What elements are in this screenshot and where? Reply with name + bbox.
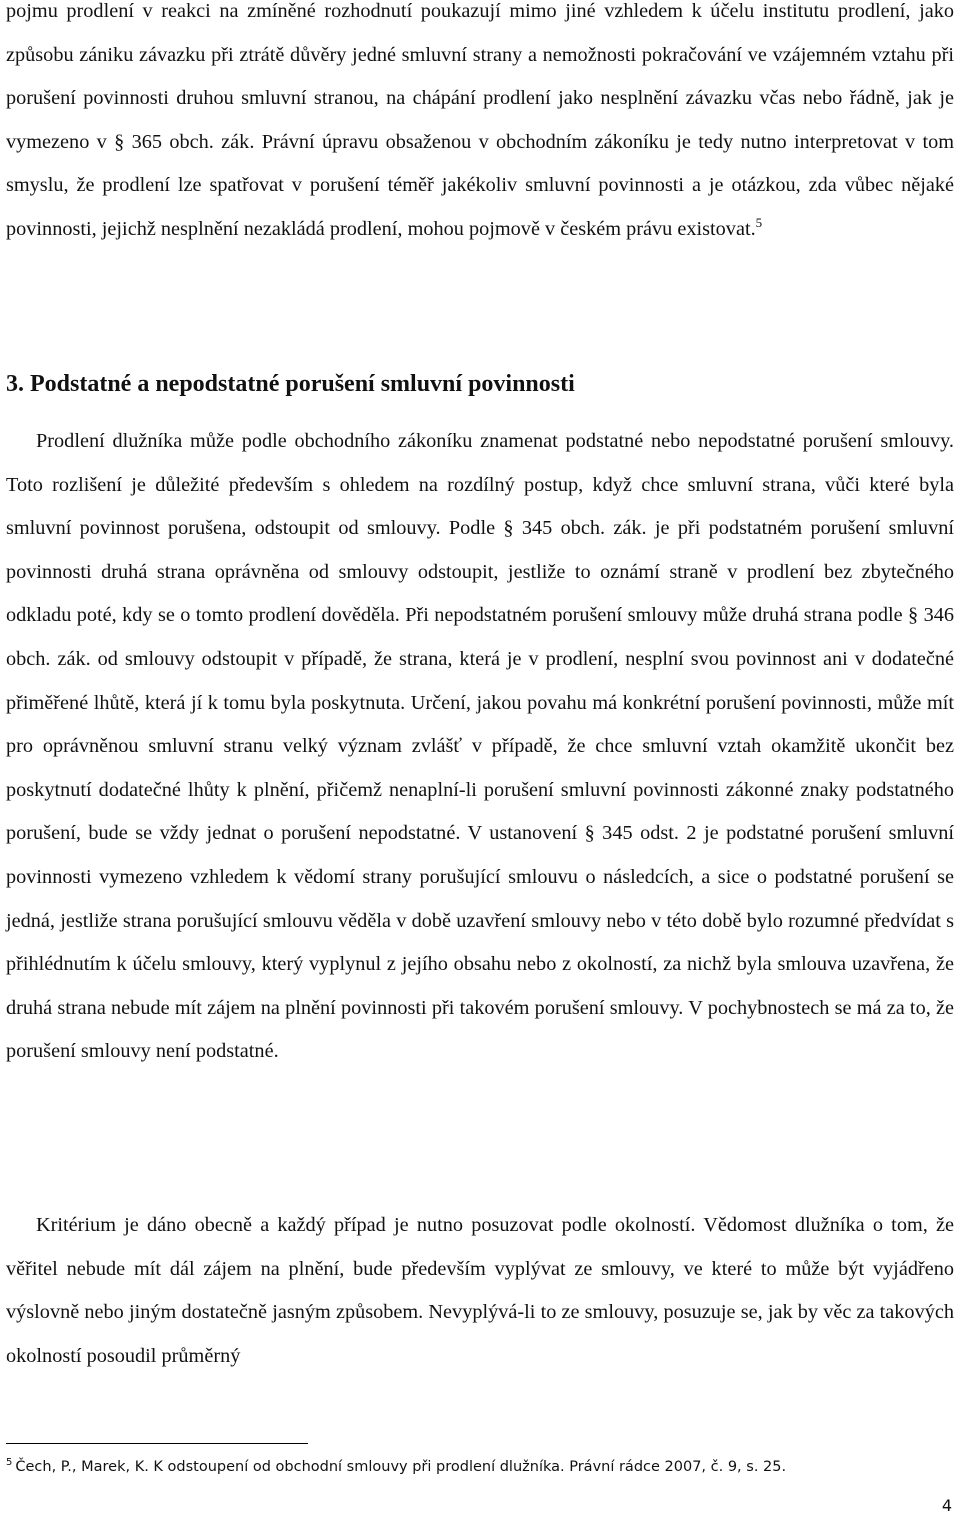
- page-number: 4: [941, 1496, 952, 1515]
- footnote-text: Čech, P., Marek, K. K odstoupení od obchodní smlouvy při prodlení dlužníka. Právní rádce 2007, č. 9, s. 25.: [15, 1459, 787, 1475]
- paragraph-text: pojmu prodlení v reakci na zmíněné rozhodnutí poukazují mimo jiné vzhledem k účelu institutu prodlení, jako způsobu zániku závazku při ztrátě důvěry jedné smluvní strany a nemožnosti pokračování ve vzájemném vztahu při porušení povinnosti druhou smluvní stranou, na chápání prodlení jako nesplnění závazku včas nebo řádně, jak je vymezeno v § 365 obch. zák. Právní úpravu obsaženou v obchodním zákoníku je tedy nutno interpretovat v tom smyslu, že prodlení lze spatřovat v porušení téměř jakékoliv smluvní povinnosti a je otázkou, zda vůbec nějaké povinnosti, jejichž nesplnění nezakládá prodlení, mohou pojmově v českém právu existovat.: [6, 0, 954, 240]
- section-heading: 3. Podstatné a nepodstatné porušení smluvní povinnosti: [6, 371, 575, 397]
- footnote-reference[interactable]: 5: [755, 214, 763, 230]
- paragraph-podstatne-porušeni: Prodlení dlužníka může podle obchodního zákoníku znamenat podstatné nebo nepodstatné porušení smlouvy. Toto rozlišení je důležité především s ohledem na rozdílný postup, když chce smluvní strana, vůči které byla smluvní povinnost porušena, odstoupit od smlouvy. Podle § 345 obch. zák. je při podstatném porušení smluvní povinnosti druhá strana oprávněna od smlouvy odstoupit, jestliže to oznámí straně v prodlení bez zbytečného odkladu poté, kdy se o tomto prodlení dověděla. Při nepodstatném porušení smlouvy může druhá strana podle § 346 obch. zák. od smlouvy odstoupit v případě, že strana, která je v prodlení, nesplní svou povinnost ani v dodatečné přiměřené lhůtě, která jí k tomu byla poskytnuta. Určení, jakou povahu má konkrétní porušení povinnosti, může mít pro oprávněnou smluvní stranu velký význam zvlášť v případě, že chce smluvní vztah okamžitě ukončit bez poskytnutí dodatečné lhůty k plnění, přičemž nenaplní-li porušení smluvní povinnosti zákonné znaky podstatného porušení, bude se vždy jednat o porušení nepodstatné. V ustanovení § 345 odst. 2 je podstatné porušení smluvní povinnosti vymezeno vzhledem k vědomí strany porušující smlouvu o následcích, a sice o podstatné porušení se jedná, jestliže strana porušující smlouvu věděla v době uzavření smlouvy nebo v této době bylo rozumné předvídat s přihlédnutím k účelu smlouvy, který vyplynul z jejího obsahu nebo z okolností, za nichž byla smlouva uzavřena, že druhá strana nebude mít zájem na plnění povinnosti při takovém porušení smlouvy. V pochybnostech se má za to, že porušení smlouvy není podstatné.: [6, 430, 954, 1063]
- footnote-number: 5: [6, 1457, 13, 1468]
- footnote: [6, 1457, 954, 1477]
- paragraph-kriterium: Kritérium je dáno obecně a každý případ je nutno posuzovat podle okolností. Vědomost dlužníka o tom, že věřitel nebude mít dál zájem na plnění, bude především vyplývat ze smlouvy, ve které to může být vyjádřeno výslovně nebo jiným dostatečně jasným způsobem. Nevyplývá-li to ze smlouvy, posuzuje se, jak by věc za takových okolností posoudil průměrný: [6, 1214, 954, 1367]
- paragraph-prodleni-interpretation: [6, 0, 954, 252]
- footnote-separator: [6, 1443, 308, 1444]
